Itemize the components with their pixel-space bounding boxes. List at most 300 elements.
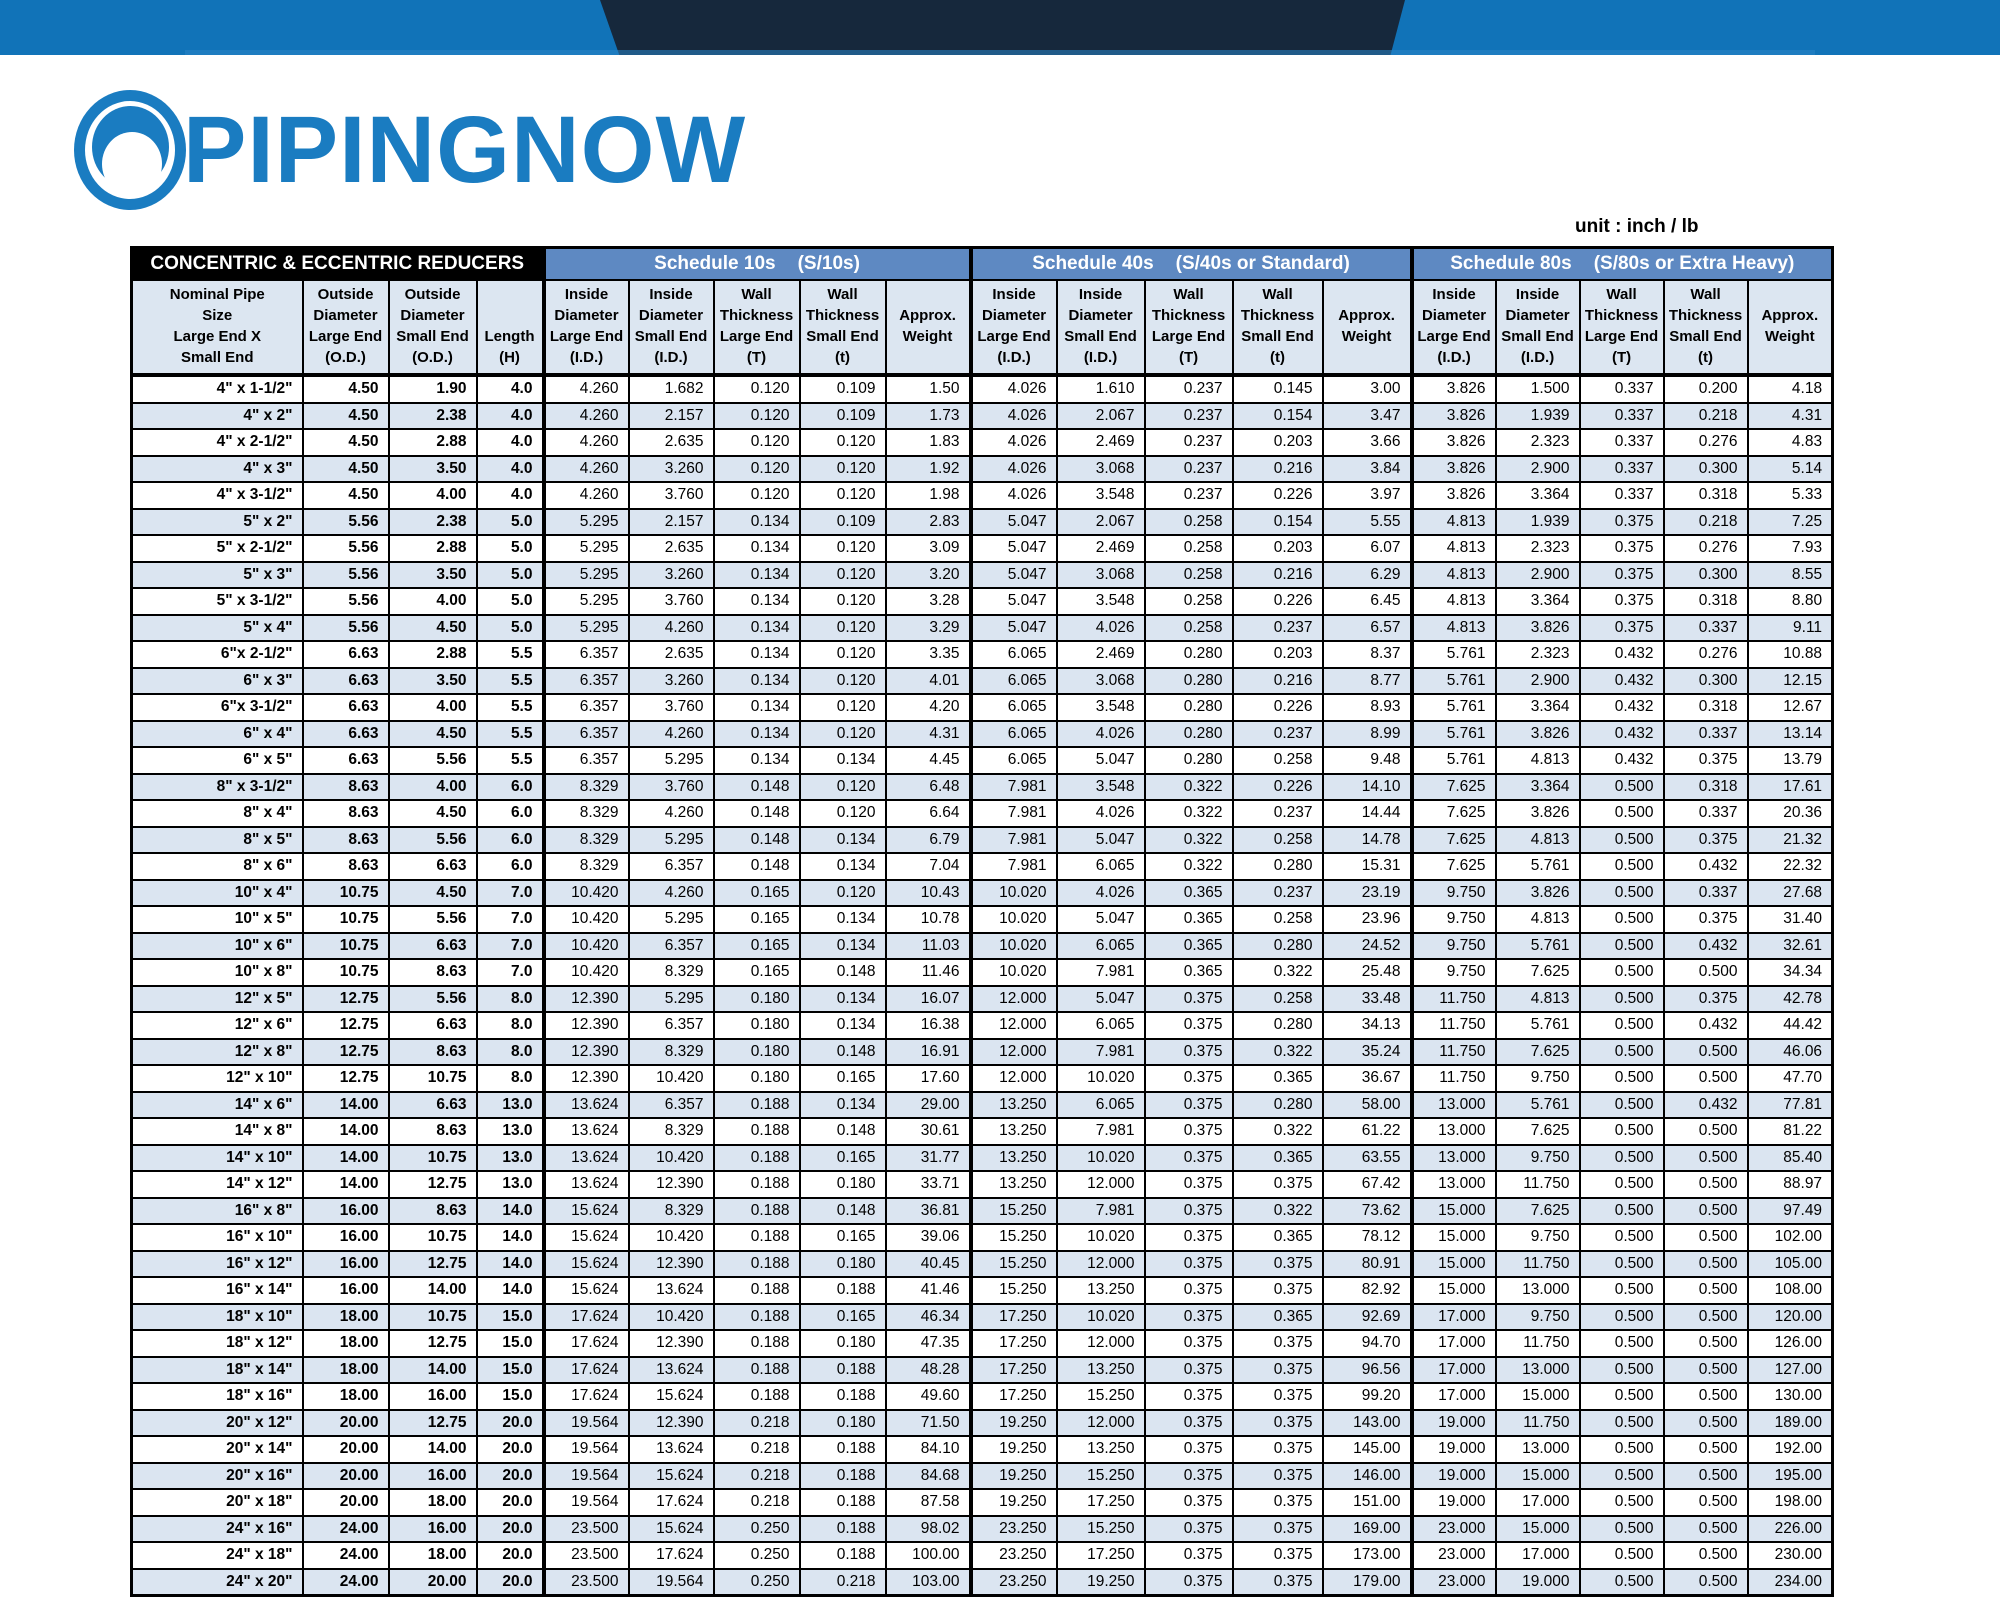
cell-s80-wall-large: 0.500 [1580,1542,1664,1569]
cell-s80-weight: 88.97 [1748,1171,1833,1198]
reducers-spec-table [130,246,1834,1597]
cell-s10-wall-large: 0.120 [714,456,800,483]
col-header-s10-wall-small [800,280,886,375]
table-row [132,800,1833,827]
cell-s80-wall-large: 0.375 [1580,562,1664,589]
col-header-line: Weight [902,328,953,345]
top-banner [0,0,2000,55]
cell-s40-id-small: 10.020 [1057,1304,1145,1331]
cell-length-h: 6.0 [477,774,544,801]
cell-s10-id-small: 3.260 [629,562,714,589]
cell-s10-id-large: 15.624 [544,1277,629,1304]
cell-s10-wall-large: 0.188 [714,1171,800,1198]
cell-s40-wall-small: 0.258 [1233,747,1323,774]
cell-s40-wall-small: 0.280 [1233,1092,1323,1119]
cell-s40-id-small: 2.067 [1057,403,1145,430]
cell-s10-wall-large: 0.180 [714,1012,800,1039]
cell-s10-wall-large: 0.218 [714,1463,800,1490]
col-header-line: (T) [1178,349,1199,366]
cell-s40-id-large: 15.250 [971,1198,1057,1225]
cell-od-small-end: 2.88 [389,535,477,562]
cell-od-large-end: 24.00 [303,1569,389,1596]
col-header-line: (T) [1611,349,1632,366]
cell-s40-id-large: 17.250 [971,1357,1057,1384]
cell-s40-wall-small: 0.237 [1233,721,1323,748]
cell-s10-weight: 30.61 [886,1118,971,1145]
col-header-line: Outside [404,286,461,303]
cell-s10-id-large: 13.624 [544,1092,629,1119]
cell-s40-weight: 80.91 [1323,1251,1412,1278]
cell-s80-wall-large: 0.500 [1580,800,1664,827]
cell-s10-wall-small: 0.134 [800,827,886,854]
cell-s40-wall-small: 0.375 [1233,1357,1323,1384]
cell-s10-wall-small: 0.120 [800,880,886,907]
logo-core [102,132,162,196]
cell-s80-wall-large: 0.432 [1580,668,1664,695]
cell-s10-id-large: 4.260 [544,456,629,483]
cell-s80-id-small: 17.000 [1496,1489,1580,1516]
table-row [132,509,1833,536]
cell-s10-wall-large: 0.165 [714,933,800,960]
cell-s10-id-large: 12.390 [544,1039,629,1066]
cell-s10-wall-large: 0.134 [714,562,800,589]
cell-s40-weight: 78.12 [1323,1224,1412,1251]
cell-s10-wall-large: 0.134 [714,668,800,695]
col-header-line: (I.D.) [569,349,604,366]
cell-od-large-end: 14.00 [303,1118,389,1145]
cell-s10-wall-large: 0.188 [714,1118,800,1145]
cell-size: 14" x 6" [132,1092,303,1119]
cell-s40-wall-small: 0.203 [1233,535,1323,562]
cell-od-small-end: 10.75 [389,1304,477,1331]
cell-s40-id-large: 6.065 [971,641,1057,668]
cell-s40-weight: 35.24 [1323,1039,1412,1066]
cell-s40-wall-small: 0.145 [1233,375,1323,403]
cell-s40-wall-small: 0.280 [1233,1012,1323,1039]
table-row [132,1171,1833,1198]
cell-s80-wall-small: 0.375 [1664,747,1748,774]
cell-size: 14" x 12" [132,1171,303,1198]
cell-s80-id-small: 2.323 [1496,535,1580,562]
cell-od-small-end: 2.38 [389,403,477,430]
col-header-line: Inside [649,286,693,303]
cell-length-h: 20.0 [477,1463,544,1490]
cell-s80-wall-small: 0.200 [1664,375,1748,403]
cell-s10-id-small: 15.624 [629,1383,714,1410]
cell-size: 16" x 8" [132,1198,303,1225]
cell-s80-id-large: 7.625 [1412,853,1496,880]
cell-length-h: 8.0 [477,1039,544,1066]
cell-s10-wall-large: 0.134 [714,721,800,748]
cell-s40-id-large: 12.000 [971,1065,1057,1092]
cell-s10-wall-large: 0.188 [714,1357,800,1384]
cell-s80-id-large: 13.000 [1412,1145,1496,1172]
cell-s40-id-large: 5.047 [971,509,1057,536]
table-row [132,880,1833,907]
cell-s40-wall-large: 0.375 [1145,1516,1233,1543]
cell-s40-weight: 3.97 [1323,482,1412,509]
cell-od-large-end: 12.75 [303,1012,389,1039]
cell-s10-weight: 4.31 [886,721,971,748]
col-header-line [1749,284,1832,305]
col-header-length-h [477,280,544,375]
cell-od-large-end: 8.63 [303,853,389,880]
cell-s80-id-large: 23.000 [1412,1569,1496,1596]
cell-s80-wall-large: 0.500 [1580,1357,1664,1384]
cell-size: 24" x 16" [132,1516,303,1543]
cell-s40-wall-large: 0.375 [1145,986,1233,1013]
cell-s10-wall-large: 0.188 [714,1330,800,1357]
table-row [132,615,1833,642]
cell-s40-id-large: 23.250 [971,1516,1057,1543]
cell-s80-wall-small: 0.318 [1664,588,1748,615]
cell-s40-id-small: 3.548 [1057,482,1145,509]
logo-ring [74,90,186,210]
cell-s40-wall-large: 0.375 [1145,1224,1233,1251]
cell-od-large-end: 18.00 [303,1330,389,1357]
cell-s40-id-small: 12.000 [1057,1171,1145,1198]
cell-s80-wall-large: 0.500 [1580,1012,1664,1039]
cell-s80-id-small: 1.500 [1496,375,1580,403]
col-header-line: Inside [564,286,609,303]
cell-s10-wall-large: 0.120 [714,482,800,509]
cell-s40-wall-large: 0.375 [1145,1357,1233,1384]
cell-s10-weight: 47.35 [886,1330,971,1357]
col-header-line: Large End [977,328,1051,345]
col-header-line: Inside [1515,286,1560,303]
cell-s40-wall-small: 0.375 [1233,1277,1323,1304]
cell-s80-wall-small: 0.318 [1664,774,1748,801]
cell-s80-wall-small: 0.500 [1664,959,1748,986]
cell-od-large-end: 18.00 [303,1304,389,1331]
cell-s40-id-large: 19.250 [971,1463,1057,1490]
cell-s80-wall-small: 0.500 [1664,1065,1748,1092]
cell-s40-id-small: 3.068 [1057,562,1145,589]
pipingnow-logo-icon [74,90,186,210]
cell-size: 5" x 3-1/2" [132,588,303,615]
cell-s80-weight: 47.70 [1748,1065,1833,1092]
cell-length-h: 8.0 [477,986,544,1013]
cell-od-large-end: 16.00 [303,1277,389,1304]
cell-s80-id-small: 4.813 [1496,827,1580,854]
cell-s10-id-small: 1.682 [629,375,714,403]
cell-s10-id-small: 10.420 [629,1304,714,1331]
cell-s40-wall-large: 0.258 [1145,509,1233,536]
cell-s10-weight: 7.04 [886,853,971,880]
col-header-line [887,284,969,305]
cell-od-small-end: 18.00 [389,1489,477,1516]
cell-length-h: 15.0 [477,1330,544,1357]
col-header-line: Diameter [638,307,704,324]
cell-s10-wall-small: 0.188 [800,1542,886,1569]
cell-s80-wall-small: 0.500 [1664,1198,1748,1225]
cell-s80-weight: 32.61 [1748,933,1833,960]
cell-s80-id-small: 9.750 [1496,1065,1580,1092]
cell-s80-id-small: 2.900 [1496,562,1580,589]
col-header-line: Wall [827,286,858,303]
cell-s80-wall-small: 0.500 [1664,1542,1748,1569]
cell-s40-weight: 151.00 [1323,1489,1412,1516]
table-row [132,694,1833,721]
cell-s80-wall-small: 0.337 [1664,880,1748,907]
cell-s40-id-small: 2.067 [1057,509,1145,536]
schedule-40s-group-header: Schedule 40s (S/40s or Standard) [971,248,1412,281]
cell-s80-wall-large: 0.500 [1580,1383,1664,1410]
cell-s80-weight: 234.00 [1748,1569,1833,1596]
col-header-line: Wall [1690,286,1721,303]
cell-s10-wall-small: 0.165 [800,1224,886,1251]
cell-s10-id-large: 13.624 [544,1171,629,1198]
cell-length-h: 4.0 [477,429,544,456]
cell-s80-wall-large: 0.432 [1580,694,1664,721]
col-header-s80-wall-small [1664,280,1748,375]
cell-length-h: 5.5 [477,747,544,774]
cell-length-h: 13.0 [477,1145,544,1172]
cell-s40-wall-small: 0.365 [1233,1145,1323,1172]
cell-s80-wall-small: 0.300 [1664,456,1748,483]
table-row [132,1357,1833,1384]
cell-s40-id-large: 7.981 [971,774,1057,801]
cell-length-h: 13.0 [477,1118,544,1145]
cell-s10-weight: 1.73 [886,403,971,430]
cell-s10-weight: 84.10 [886,1436,971,1463]
cell-s80-wall-large: 0.337 [1580,456,1664,483]
col-header-line: Wall [1173,286,1204,303]
table-row [132,1436,1833,1463]
cell-od-small-end: 10.75 [389,1145,477,1172]
cell-s40-wall-large: 0.322 [1145,827,1233,854]
cell-s40-id-large: 13.250 [971,1171,1057,1198]
cell-s10-wall-small: 0.165 [800,1304,886,1331]
cell-s40-weight: 92.69 [1323,1304,1412,1331]
table-row [132,1489,1833,1516]
cell-s40-weight: 169.00 [1323,1516,1412,1543]
cell-s10-id-large: 23.500 [544,1516,629,1543]
cell-s80-wall-small: 0.500 [1664,1516,1748,1543]
cell-s80-id-large: 4.813 [1412,562,1496,589]
cell-s10-wall-large: 0.148 [714,853,800,880]
cell-s80-wall-small: 0.500 [1664,1251,1748,1278]
cell-s40-id-small: 3.548 [1057,774,1145,801]
cell-s80-wall-small: 0.432 [1664,853,1748,880]
cell-s40-wall-large: 0.237 [1145,482,1233,509]
cell-s80-weight: 17.61 [1748,774,1833,801]
cell-s80-id-small: 3.826 [1496,615,1580,642]
table-row [132,1330,1833,1357]
cell-size: 16" x 14" [132,1277,303,1304]
cell-s80-wall-large: 0.375 [1580,535,1664,562]
cell-od-large-end: 18.00 [303,1383,389,1410]
cell-s10-wall-small: 0.120 [800,694,886,721]
cell-s40-wall-large: 0.280 [1145,668,1233,695]
cell-s10-wall-large: 0.188 [714,1224,800,1251]
cell-length-h: 5.0 [477,535,544,562]
cell-size: 24" x 18" [132,1542,303,1569]
cell-length-h: 14.0 [477,1251,544,1278]
cell-length-h: 20.0 [477,1516,544,1543]
cell-size: 5" x 2" [132,509,303,536]
cell-s10-weight: 16.07 [886,986,971,1013]
col-header-line: (I.D.) [1437,349,1471,366]
cell-s80-id-large: 17.000 [1412,1304,1496,1331]
cell-s80-id-large: 17.000 [1412,1330,1496,1357]
cell-s80-weight: 27.68 [1748,880,1833,907]
cell-s10-wall-large: 0.250 [714,1542,800,1569]
cell-s10-id-large: 10.420 [544,933,629,960]
cell-s80-wall-large: 0.375 [1580,509,1664,536]
cell-s80-wall-large: 0.500 [1580,1224,1664,1251]
cell-s80-wall-small: 0.432 [1664,933,1748,960]
cell-length-h: 13.0 [477,1171,544,1198]
cell-s40-id-small: 10.020 [1057,1065,1145,1092]
cell-od-large-end: 8.63 [303,774,389,801]
cell-s10-id-small: 6.357 [629,853,714,880]
col-header-s10-id-large [544,280,629,375]
col-header-line: Thickness [805,307,880,324]
cell-s10-wall-large: 0.188 [714,1092,800,1119]
cell-s10-id-large: 5.295 [544,588,629,615]
unit-label: unit : inch / lb [1575,216,1699,237]
cell-s40-wall-small: 0.226 [1233,774,1323,801]
cell-s80-id-large: 23.000 [1412,1542,1496,1569]
cell-s40-id-large: 19.250 [971,1436,1057,1463]
cell-s10-id-small: 13.624 [629,1357,714,1384]
cell-s80-wall-large: 0.500 [1580,774,1664,801]
col-header-line: Length [484,328,535,345]
cell-od-small-end: 8.63 [389,1039,477,1066]
col-header-line: Thickness [1668,307,1743,324]
cell-s40-weight: 9.48 [1323,747,1412,774]
cell-s10-wall-small: 0.109 [800,403,886,430]
cell-s40-wall-small: 0.237 [1233,880,1323,907]
cell-s80-wall-large: 0.375 [1580,615,1664,642]
cell-s10-id-large: 4.260 [544,482,629,509]
cell-s80-wall-small: 0.375 [1664,986,1748,1013]
cell-s10-id-small: 2.157 [629,403,714,430]
cell-od-small-end: 5.56 [389,827,477,854]
cell-size: 8" x 5" [132,827,303,854]
cell-s40-id-small: 7.981 [1057,1039,1145,1066]
cell-length-h: 5.5 [477,694,544,721]
cell-s80-wall-small: 0.500 [1664,1489,1748,1516]
cell-s80-wall-large: 0.500 [1580,986,1664,1013]
cell-s80-wall-small: 0.500 [1664,1304,1748,1331]
cell-s10-weight: 3.35 [886,641,971,668]
table-row [132,1065,1833,1092]
cell-s80-id-small: 11.750 [1496,1410,1580,1437]
col-header-line: Diameter [1421,307,1487,324]
cell-s10-id-large: 5.295 [544,509,629,536]
cell-s10-id-large: 10.420 [544,880,629,907]
cell-s40-id-small: 3.068 [1057,668,1145,695]
cell-length-h: 5.0 [477,615,544,642]
cell-s40-wall-large: 0.258 [1145,535,1233,562]
cell-s10-id-large: 15.624 [544,1224,629,1251]
cell-s10-weight: 4.01 [886,668,971,695]
cell-s10-id-large: 6.357 [544,694,629,721]
col-header-line: Small End [806,328,879,345]
cell-s10-id-small: 2.157 [629,509,714,536]
col-header-line: Large End [549,328,624,345]
col-header-line: Outside [317,286,374,303]
cell-s40-wall-large: 0.375 [1145,1039,1233,1066]
cell-length-h: 14.0 [477,1224,544,1251]
cell-s80-wall-large: 0.500 [1580,1171,1664,1198]
cell-s40-weight: 6.29 [1323,562,1412,589]
cell-s10-wall-small: 0.188 [800,1436,886,1463]
cell-s40-id-large: 15.250 [971,1224,1057,1251]
cell-s40-weight: 3.66 [1323,429,1412,456]
cell-s40-id-small: 4.026 [1057,800,1145,827]
col-header-line: Inside [1078,286,1123,303]
table-row [132,774,1833,801]
table-row [132,986,1833,1013]
cell-od-small-end: 5.56 [389,906,477,933]
cell-s10-id-large: 5.295 [544,535,629,562]
cell-s10-id-small: 8.329 [629,1118,714,1145]
cell-od-small-end: 14.00 [389,1357,477,1384]
cell-s10-id-small: 5.295 [629,906,714,933]
col-header-line: (H) [499,349,520,366]
cell-od-small-end: 3.50 [389,562,477,589]
col-header-line: Inside [992,286,1036,303]
cell-s40-id-large: 23.250 [971,1542,1057,1569]
cell-s10-id-large: 17.624 [544,1304,629,1331]
cell-s10-id-small: 10.420 [629,1145,714,1172]
cell-s10-id-small: 12.390 [629,1171,714,1198]
cell-s80-wall-small: 0.500 [1664,1357,1748,1384]
cell-s40-weight: 82.92 [1323,1277,1412,1304]
col-header-line: Small End [634,328,708,345]
cell-s10-weight: 41.46 [886,1277,971,1304]
cell-od-large-end: 20.00 [303,1436,389,1463]
cell-s80-wall-small: 0.500 [1664,1569,1748,1596]
cell-s40-wall-small: 0.365 [1233,1304,1323,1331]
cell-length-h: 14.0 [477,1277,544,1304]
cell-s80-weight: 85.40 [1748,1145,1833,1172]
cell-s40-weight: 23.19 [1323,880,1412,907]
col-header-line [478,305,542,326]
table-row [132,1224,1833,1251]
cell-s80-wall-small: 0.337 [1664,721,1748,748]
cell-s40-id-small: 15.250 [1057,1516,1145,1543]
cell-s10-weight: 3.20 [886,562,971,589]
cell-od-large-end: 16.00 [303,1251,389,1278]
col-header-s80-wall-large [1580,280,1664,375]
cell-s10-weight: 100.00 [886,1542,971,1569]
cell-s40-id-small: 13.250 [1057,1277,1145,1304]
cell-s40-id-large: 4.026 [971,429,1057,456]
cell-s80-weight: 126.00 [1748,1330,1833,1357]
cell-s10-wall-small: 0.120 [800,800,886,827]
table-row [132,1145,1833,1172]
cell-s40-id-large: 5.047 [971,615,1057,642]
cell-s10-wall-small: 0.165 [800,1145,886,1172]
cell-length-h: 6.0 [477,827,544,854]
cell-s80-weight: 198.00 [1748,1489,1833,1516]
cell-s10-id-large: 19.564 [544,1463,629,1490]
cell-s10-id-large: 5.295 [544,615,629,642]
table-row [132,1012,1833,1039]
cell-s80-id-large: 7.625 [1412,800,1496,827]
cell-s40-wall-small: 0.322 [1233,1039,1323,1066]
cell-s10-id-large: 4.260 [544,375,629,403]
cell-s10-weight: 40.45 [886,1251,971,1278]
cell-size: 18" x 10" [132,1304,303,1331]
cell-s80-wall-large: 0.500 [1580,1065,1664,1092]
cell-s40-weight: 67.42 [1323,1171,1412,1198]
cell-od-large-end: 10.75 [303,959,389,986]
